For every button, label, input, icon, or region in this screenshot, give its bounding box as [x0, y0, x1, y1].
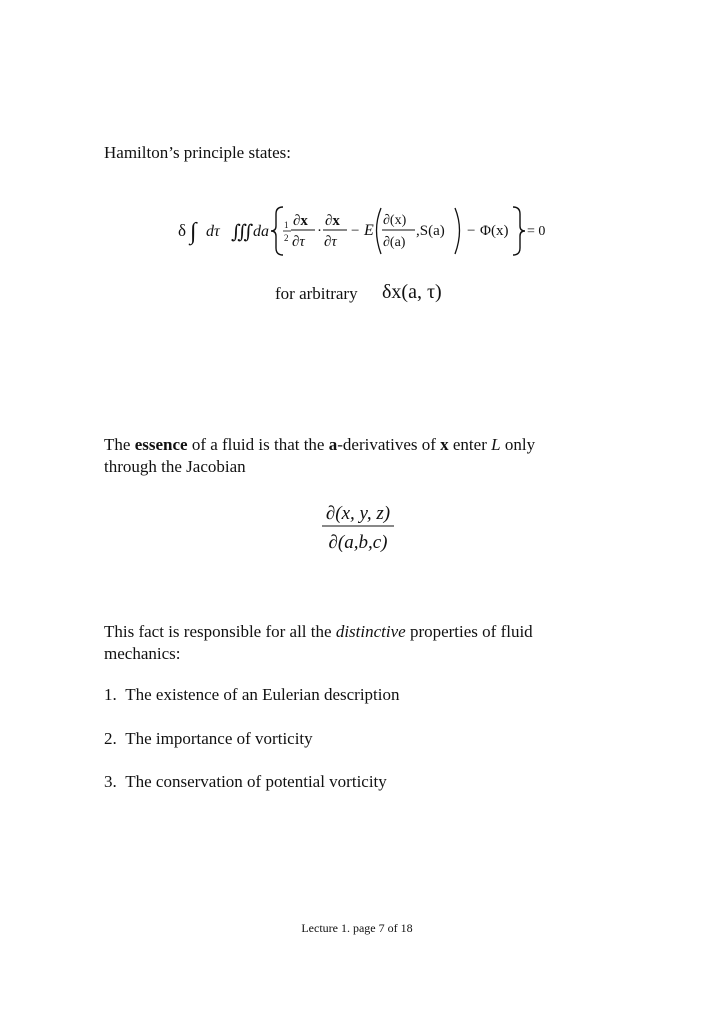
right-paren	[455, 208, 460, 254]
delta-symbol: δ	[178, 221, 187, 240]
frac2-denominator: ∂τ	[324, 234, 337, 250]
half-denominator: 2	[284, 233, 289, 243]
left-paren	[377, 208, 382, 254]
jacobian-denominator: ∂(a,b,c)	[328, 532, 388, 553]
potential-term: Φ(x)	[480, 223, 509, 239]
dot-product: ·	[317, 223, 322, 239]
essence-paragraph	[104, 434, 535, 478]
list-item: 3. The conservation of potential vorticity	[104, 772, 387, 791]
intro-text: Hamilton’s principle states:	[104, 143, 291, 162]
da-term: da	[253, 223, 269, 240]
fact-line-1: This fact is responsible for all the distinctive properties of fluid	[104, 622, 533, 641]
frac3-numerator: ∂(x)	[383, 213, 407, 228]
fact-line-2: mechanics:	[104, 644, 181, 663]
equals-zero: = 0	[527, 224, 546, 239]
essence-line-2: through the Jacobian	[104, 457, 246, 476]
integral-symbol: ∫	[190, 219, 197, 245]
dtau-term: dτ	[206, 223, 220, 240]
right-brace	[513, 207, 525, 255]
fact-paragraph	[104, 621, 533, 665]
frac2-numerator: ∂x	[325, 213, 340, 229]
distinctive-italic: distinctive	[335, 622, 406, 641]
essence-bold: essence	[134, 435, 188, 454]
half-numerator: 1	[284, 220, 289, 230]
list-item: 1. The existence of an Eulerian description	[104, 685, 400, 704]
x-bold: x	[440, 435, 449, 454]
entropy-argument: ,S(a)	[416, 223, 445, 239]
lagrangian-symbol: L	[491, 435, 501, 454]
arbitrary-expression: δx(a, τ)	[382, 281, 442, 303]
frac1-denominator: ∂τ	[292, 234, 305, 250]
essence-line-1: The essence of a fluid is that the a-derivatives of x enter L only	[104, 435, 536, 454]
jacobian-numerator: ∂(x, y, z)	[325, 503, 391, 524]
energy-symbol: E	[364, 222, 374, 239]
frac3-denominator: ∂(a)	[383, 235, 406, 250]
list-item: 2. The importance of vorticity	[104, 729, 313, 748]
left-brace	[271, 207, 283, 255]
triple-integral-symbol: ∭	[231, 222, 254, 243]
page-footer: Lecture 1. page 7 of 18	[301, 921, 413, 935]
a-bold: a	[328, 435, 338, 454]
frac1-numerator: ∂x	[293, 213, 308, 229]
jacobian-fraction	[318, 496, 398, 558]
minus-sign-2: −	[467, 223, 476, 239]
arbitrary-label: for arbitrary	[275, 284, 358, 303]
minus-sign: −	[351, 223, 360, 239]
hamilton-equation	[170, 198, 550, 264]
